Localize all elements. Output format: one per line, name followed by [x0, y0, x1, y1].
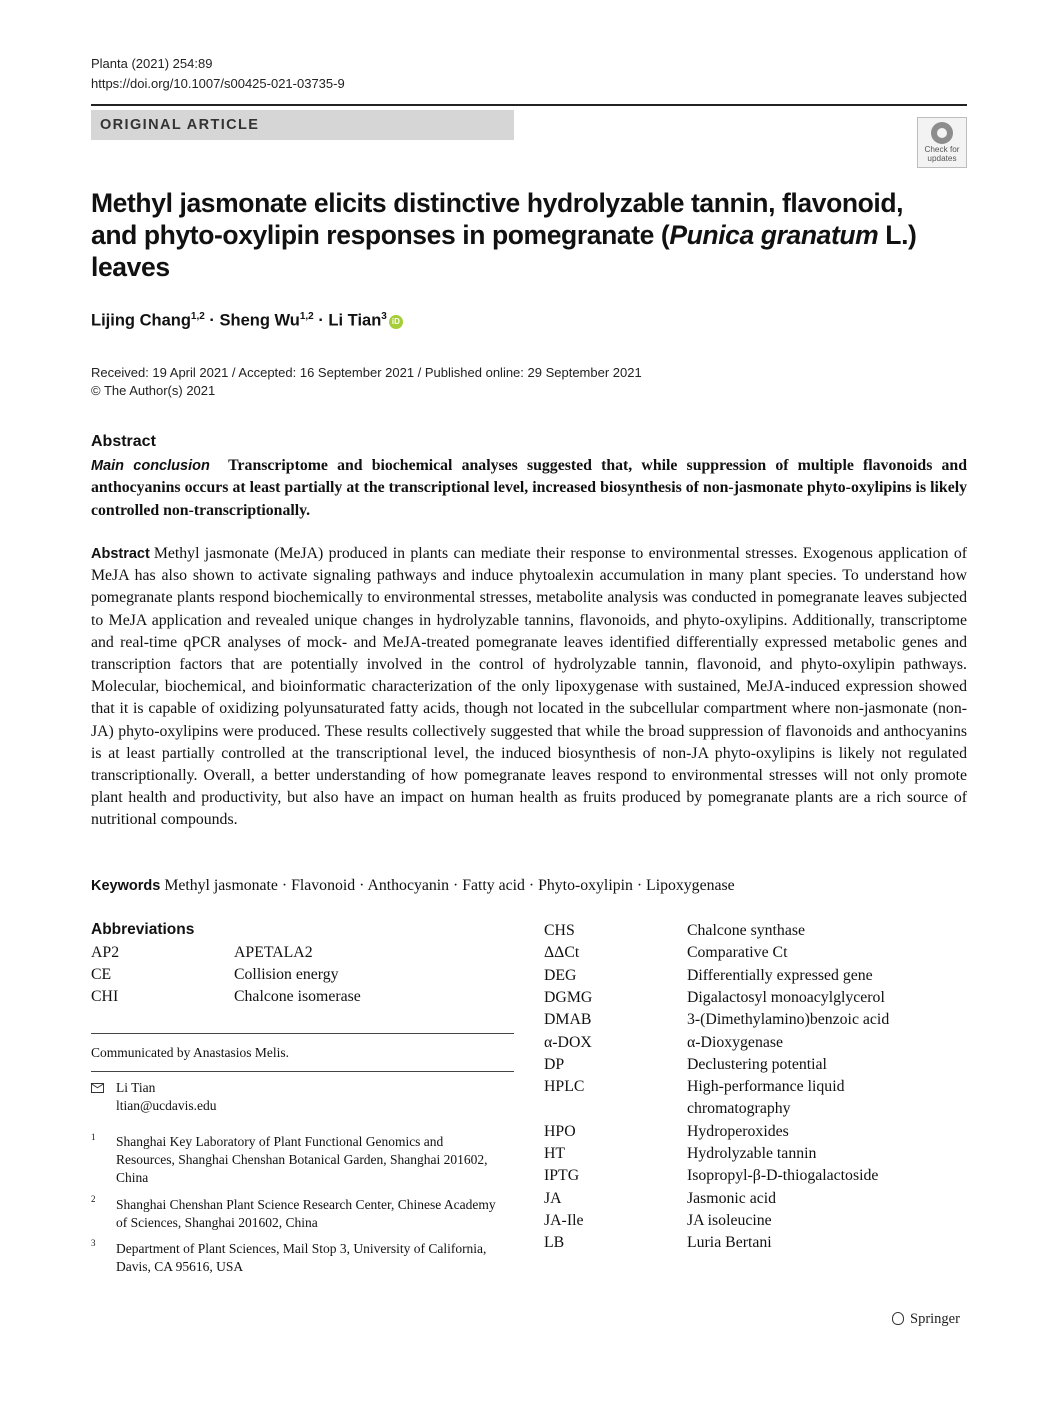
abbreviation-term: α-DOX: [544, 1033, 592, 1051]
keywords-text: Methyl jasmonate · Flavonoid · Anthocyanin · Fatty acid · Phyto-oxylipin · Lipoxygenase: [164, 877, 735, 894]
abbreviation-definition: Declustering potential: [687, 1055, 827, 1073]
journal-citation: Planta (2021) 254:89: [91, 56, 213, 71]
author-list: [91, 311, 403, 331]
abbreviation-term: JA: [544, 1189, 562, 1207]
title-part1: Methyl jasmonate elicits distinctive hydrolyzable tannin, flavonoid, and phyto-oxylipin responses in pomegranate (: [91, 188, 904, 250]
publication-dates: Received: 19 April 2021 / Accepted: 16 September 2021 / Published online: 29 September 2021: [91, 365, 642, 380]
abbreviation-term: DEG: [544, 966, 577, 984]
abbreviation-term: CHS: [544, 922, 575, 939]
article-type: ORIGINAL ARTICLE: [100, 117, 260, 133]
author-separator: ·: [204, 311, 220, 330]
main-conclusion-label: Main conclusion: [91, 458, 210, 474]
abbreviation-term: AP2: [91, 944, 120, 961]
abbreviation-definition: Isopropyl-β-D-thiogalactoside: [687, 1167, 879, 1185]
title-species: Punica granatum: [669, 220, 879, 250]
affiliation-text: Department of Plant Sciences, Mail Stop 3, University of California, Davis, CA 95616, USA: [116, 1241, 487, 1274]
affiliation-number: 1: [91, 1132, 96, 1142]
title-part2: L.) leaves: [91, 220, 917, 282]
abbreviation-term: LB: [544, 1234, 565, 1252]
check-updates-label: Check for updates: [924, 145, 960, 163]
abbreviation-definition: α-Dioxygenase: [687, 1033, 784, 1051]
check-for-updates-badge[interactable]: [917, 117, 967, 168]
affiliation-number: 3: [91, 1238, 96, 1248]
abbreviation-definition: chromatography: [687, 1100, 791, 1118]
abbreviation-definition: Chalcone isomerase: [234, 988, 361, 1005]
abstract-body: [91, 543, 967, 832]
footnote-rule: [91, 1033, 514, 1034]
springer-horse-icon: [892, 1312, 904, 1325]
abbreviation-definition: High-performance liquid: [687, 1078, 845, 1096]
copyright: © The Author(s) 2021: [91, 383, 216, 398]
abbreviation-term: CE: [91, 966, 112, 983]
corresponding-email[interactable]: ltian@ucdavis.edu: [116, 1098, 217, 1113]
abbreviation-term: IPTG: [544, 1167, 580, 1185]
abbreviation-definition: 3-(Dimethylamino)benzoic acid: [687, 1011, 890, 1029]
author-affiliation: 1,2: [190, 311, 205, 322]
corresponding-author: Li Tian: [116, 1080, 156, 1095]
affiliation-number: 2: [91, 1194, 96, 1204]
abbreviation-term: HPLC: [544, 1078, 585, 1096]
abbreviation-term: HT: [544, 1145, 566, 1162]
abbreviation-definition: Hydroperoxides: [687, 1122, 789, 1140]
author-affiliation: 1,2: [299, 311, 314, 322]
author-name[interactable]: Sheng Wu: [219, 311, 300, 330]
author-affiliation: 3: [381, 311, 387, 322]
author-name[interactable]: Li Tian: [328, 311, 382, 330]
abbreviation-definition: Chalcone synthase: [687, 922, 806, 939]
abbreviation-term: JA-Ile: [544, 1211, 584, 1229]
affiliation-text: Shanghai Chenshan Plant Science Research Center, Chinese Academy of Sciences, Shanghai 201602, China: [116, 1197, 496, 1230]
abbreviation-definition: Differentially expressed gene: [687, 966, 873, 984]
abbreviation-definition: Luria Bertani: [687, 1234, 772, 1252]
doi-link[interactable]: https://doi.org/10.1007/s00425-021-03735-9: [91, 76, 345, 91]
abbreviation-definition: Comparative Ct: [687, 944, 788, 962]
publisher-logo: [892, 1311, 960, 1328]
orcid-icon[interactable]: iD: [389, 315, 403, 329]
article-title: [91, 187, 931, 283]
abbreviation-definition: Hydrolyzable tannin: [687, 1145, 817, 1162]
abbreviation-definition: Jasmonic acid: [687, 1189, 777, 1207]
abbreviation-definition: JA isoleucine: [687, 1211, 772, 1229]
keywords-label: Keywords: [91, 878, 161, 894]
abbreviation-definition: Collision energy: [234, 966, 339, 983]
abbreviation-term: ΔΔCt: [544, 944, 580, 962]
abbreviations-heading: Abbreviations: [91, 921, 195, 938]
envelope-icon: [91, 1083, 104, 1093]
publisher-name: Springer: [910, 1311, 960, 1327]
author-separator: ·: [313, 311, 329, 330]
abbreviation-term: DGMG: [544, 988, 593, 1006]
header-rule: [91, 104, 967, 106]
abstract-text: Methyl jasmonate (MeJA) produced in plants can mediate their response to environmental stresses. Exogenous application of MeJA has also shown to activate signaling pathways and induce phytoalexin accumulation in many plant species. To understand how pomegranate plants respond biochemically to environmental stresses, metabolite analysis was conducted in pomegranate leaves subjected to MeJA application and revealed unique changes in hydrolyzable tannins, flavonoids, and phyto-oxylipins. Additionally, transcriptome and real-time qPCR analyses of mock- and MeJA-treated pomegranate leaves identified differentially expressed metabolic genes and transcription factors that are potentially involved in the control of hydrolyzable tannin, flavonoid, and phyto-oxylipin pathways. Molecular, biochemical, and bioinformatic characterization of the only lipoxygenase with sustained, MeJA-induced expression showed that it is capable of oxidizing polyunsaturated fatty acids, though not located in the subcellular compartment where non-jasmonate (non-JA) phyto-oxylipins were produced. These results collectively suggested that while the broad suppression of flavonoids and anthocyanins is at least partially controlled at the transcriptional level, the induced biosynthesis of non-JA phyto-oxylipins is likely not regulated transcriptionally. Overall, a better understanding of how pomegranate leaves respond to environmental stresses will not only promote plant health and productivity, but also have an impact on human health as fruits produced by pomegranate plants are a rich source of nutritional compounds.: [91, 545, 967, 829]
footnote-rule: [91, 1071, 514, 1072]
main-conclusion-text: Transcriptome and biochemical analyses suggested that, while suppression of multiple flavonoids and anthocyanins occurs at least partially at the transcriptional level, increased biosynthesis of non-jasmonate phyto-oxylipins is likely controlled non-transcriptionally.: [91, 457, 968, 519]
abbreviation-definition: Digalactosyl monoacylglycerol: [687, 988, 885, 1006]
check-updates-icon: [931, 122, 953, 144]
communicated-by: Communicated by Anastasios Melis.: [91, 1045, 289, 1060]
affiliation-text: Shanghai Key Laboratory of Plant Functional Genomics and Resources, Shanghai Chenshan Botanical Garden, Shanghai 201602, China: [116, 1134, 488, 1185]
abbreviation-definition: APETALA2: [234, 944, 313, 961]
abbreviation-term: HPO: [544, 1122, 576, 1140]
abbreviation-term: DMAB: [544, 1011, 592, 1029]
abstract-label: Abstract: [91, 546, 150, 562]
abbreviation-term: DP: [544, 1055, 565, 1073]
author-name[interactable]: Lijing Chang: [91, 311, 191, 330]
main-conclusion: [91, 455, 967, 522]
abstract-heading: Abstract: [91, 433, 156, 450]
keywords: [91, 877, 967, 895]
abbreviation-term: CHI: [91, 988, 119, 1005]
